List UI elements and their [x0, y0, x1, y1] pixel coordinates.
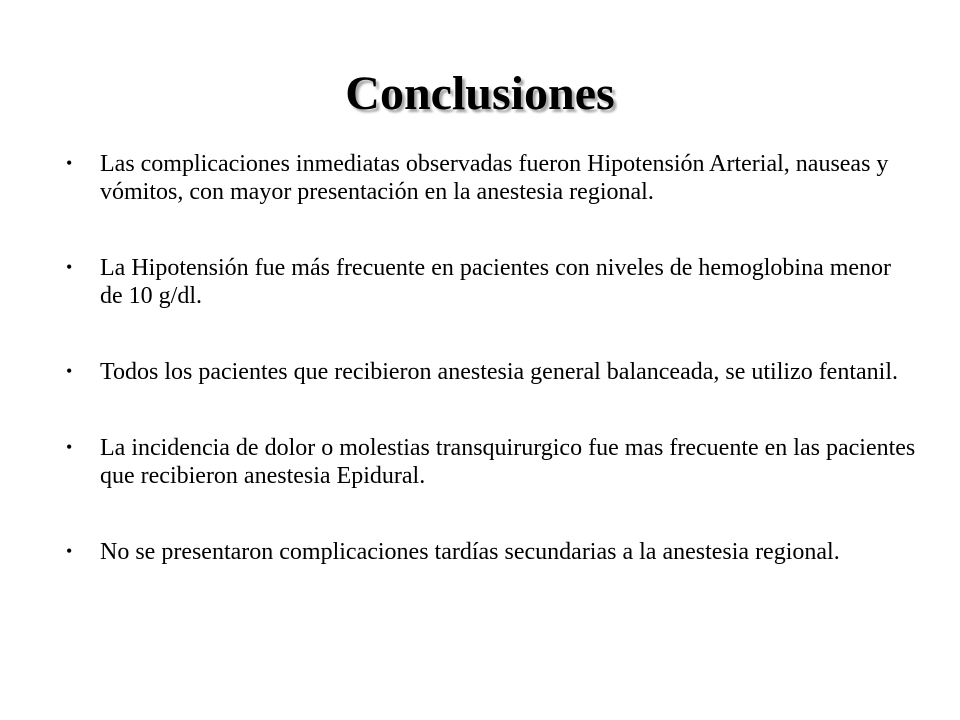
bullet-item: [66, 254, 916, 310]
bullet-text: La Hipotensión fue más frecuente en pacientes con niveles de hemoglobina menor de 10 g/dl.: [100, 255, 892, 309]
slide-title: Conclusiones: [345, 67, 615, 120]
bullet-item: [66, 538, 916, 566]
bullet-text: La incidencia de dolor o molestias transquirurgico fue mas frecuente en las pacientes que recibieron anestesia Epidural.: [100, 435, 916, 489]
bullet-icon: •: [66, 153, 73, 173]
bullet-text: Las complicaciones inmediatas observadas fueron Hipotensión Arterial, nauseas y vómitos, con mayor presentación en la anestesia regional.: [100, 151, 889, 205]
bullet-item: [66, 150, 916, 206]
bullet-item: [66, 358, 916, 386]
bullet-list: [66, 150, 916, 566]
bullet-icon: •: [66, 361, 73, 381]
bullet-icon: •: [66, 257, 73, 277]
bullet-icon: •: [66, 541, 73, 561]
bullet-icon: •: [66, 437, 73, 457]
bullet-item: [66, 434, 916, 490]
bullet-text: No se presentaron complicaciones tardías secundarias a la anestesia regional.: [100, 539, 840, 565]
bullet-text: Todos los pacientes que recibieron anestesia general balanceada, se utilizo fentanil.: [100, 359, 898, 385]
